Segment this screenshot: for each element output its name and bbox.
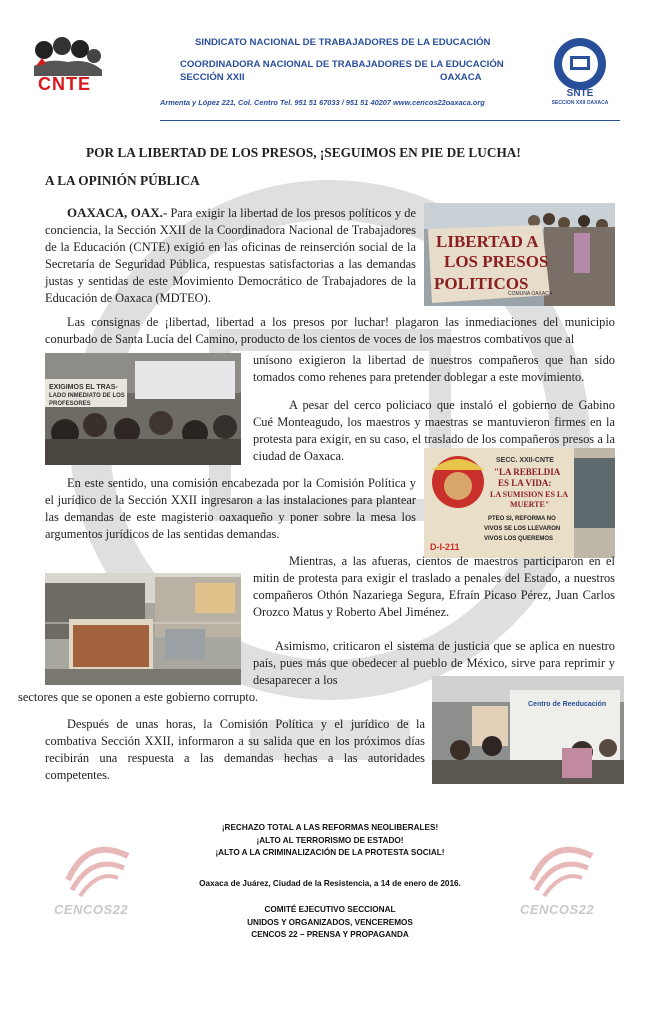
banner1-line2: LOS PRESOS [444, 252, 549, 271]
footer-slogan-1: ¡RECHAZO TOTAL A LAS REFORMAS NEOLIBERALES! [221, 823, 439, 832]
document-title: POR LA LIBERTAD DE LOS PRESOS, ¡SEGUIMOS EN PIE DE LUCHA! [86, 145, 521, 160]
header-seccion: SECCIÓN XXII [180, 72, 245, 83]
paragraph-7-text: Después de unas horas, la Comisión Política y el jurídico de la combativa Sección XXII, informaron a su salida que en los próximos días recibirán una respuesta a las demandas hechas a las autoridades competentes. [45, 717, 425, 782]
banner3-quote-2: ES LA VIDA: [498, 478, 552, 488]
paragraph-2b [253, 352, 615, 386]
banner3-quote-3: LA SUMISION ES LA [490, 490, 569, 499]
photo-centro-reeducacion [432, 676, 624, 784]
paragraph-5 [253, 553, 615, 621]
header-rule [160, 120, 620, 121]
banner3-code: D-I-211 [430, 542, 460, 552]
photo-banner-rebeldia [424, 448, 615, 558]
paragraph-3-text: A pesar del cerco policiaco que instaló el gobierno de Gabino Cué Monteagudo, los maestros y maestras se mantuvieron firmes en la protesta para exigir, en su caso, el traslado de los compañeros presos a la ciudad de Oaxaca. [253, 398, 615, 463]
header-union-name: SINDICATO NACIONAL DE TRABAJADORES DE LA EDUCACIÓN [195, 37, 491, 48]
snte-seal [552, 36, 608, 108]
footer-slogan-3: ¡ALTO A LA CRIMINALIZACIÓN DE LA PROTESTA SOCIAL! [215, 848, 445, 857]
dateline: OAXACA, OAX.- [67, 205, 168, 220]
paragraph-1 [45, 204, 416, 307]
banner3-top: SECC. XXII-CNTE [496, 457, 554, 464]
footer-slogans [170, 822, 490, 860]
paragraph-5-text: Mientras, a las afueras, cientos de maestros participaron en el mitin de protesta para exigir el traslado a penales del Estado, a nuestros compañeros Othón Nazariega Segura, Efraín Picaso Pérez, Juan Carlos Orozco Matus y Roberto Abel Jiménez. [253, 554, 615, 619]
banner3-bottom-1: PTEO SI, REFORMA NO [488, 516, 556, 522]
footer-signature [170, 904, 490, 942]
banner2-line1: EXIGIMOS EL TRAS- [49, 384, 118, 391]
banner2-line3: PROFESORES [49, 401, 91, 407]
banner3-quote-1: "LA REBELDIA [494, 467, 561, 477]
cnte-logo [28, 36, 106, 100]
photo-street-fence [45, 573, 241, 685]
seal-label: SNTE [566, 88, 594, 99]
paragraph-6b-text: sectores que se oponen a este gobierno corrupto. [18, 690, 259, 704]
paragraph-2a [45, 314, 615, 348]
footer-sign-2: UNIDOS Y ORGANIZADOS, VENCEREMOS [247, 917, 413, 927]
cnte-logo-text: CNTE [38, 74, 91, 94]
cencos-logo-left [54, 840, 138, 917]
banner5-text: Centro de Reeducación [528, 701, 607, 708]
paragraph-1-text: Para exigir la libertad de los presos políticos y de conciencia, la Sección XXII de la Coordinadora Nacional de Trabajadores de la Educación (CNTE) exigió en las oficinas de reinserción social de la Secretaría de Seguridad Pública, respuestas satisfactorias a las demandas justas y sentidas de este Movimiento Democrático de Trabajadores de la Educación de Oaxaca (MDTEO). [45, 206, 416, 305]
banner3-bottom-3: VIVOS LOS QUEREMOS [484, 536, 554, 542]
paragraph-6b [18, 689, 428, 706]
banner3-quote-4: MUERTE" [510, 500, 550, 509]
banner3-bottom-2: VIVOS SE LOS LLEVARON [484, 526, 561, 532]
cencos-label-right: CENCOS22 [520, 902, 595, 917]
paragraph-6a-text: Asimismo, criticaron el sistema de justicia que se aplica en nuestro país, pues más que obedecer al pueblo de México, sirve para reprimir y desaparecer a los [253, 639, 615, 687]
banner2-line2: LADO INMEDIATO DE LOS [49, 393, 125, 399]
paragraph-2b-text: unísono exigieron la libertad de nuestros compañeros que han sido tomados como rehenes para pretender doblegar a este movimiento. [253, 353, 615, 384]
greeting: A LA OPINIÓN PÚBLICA [45, 173, 200, 188]
seal-sublabel: SECCION XXII OAXACA [551, 100, 609, 106]
header-address: Armenta y López 221, Col. Centro Tel. 951 51 67033 / 951 51 40207 www.cencos22oaxaca.org [160, 98, 485, 107]
banner1-small: COMUNA OAXACA [508, 291, 553, 297]
footer-place-date: Oaxaca de Juárez, Ciudad de la Resistencia, a 14 de enero de 2016. [199, 879, 461, 888]
footer-slogan-2: ¡ALTO AL TERRORISMO DE ESTADO! [256, 835, 404, 845]
photo-crowd-offices [45, 353, 241, 465]
banner1-line3: POLITICOS [434, 274, 529, 293]
paragraph-4-text: En este sentido, una comisión encabezada por la Comisión Política y el jurídico de la Sección XXII ingresaron a las instalaciones para plantear las demandas de este magisterio oaxaqueño y poner sobre la mesa los argumentos jurídicos de las sentidas demandas. [45, 476, 416, 541]
paragraph-7 [45, 716, 425, 784]
header-city: OAXACA [440, 72, 482, 83]
paragraph-4 [45, 475, 416, 543]
cencos-logo-right [522, 840, 602, 916]
footer-sign-1: COMITÉ EJECUTIVO SECCIONAL [264, 905, 396, 914]
footer-sign-3: CENCOS 22 – PRENSA Y PROPAGANDA [251, 930, 409, 939]
cencos-label-left: CENCOS22 [54, 902, 129, 917]
paragraph-2a-text: Las consignas de ¡libertad, libertad a los presos por luchar! plagaron las inmediaciones del municipio conurbado de Santa Lucía del Camino, producto de los cientos de voces de los maestros combativos que al [45, 315, 615, 346]
header-coordinadora: COORDINADORA NACIONAL DE TRABAJADORES DE LA EDUCACIÓN [180, 59, 504, 70]
banner1-line1: LIBERTAD A [436, 232, 539, 251]
photo-protest-banner [424, 203, 615, 306]
